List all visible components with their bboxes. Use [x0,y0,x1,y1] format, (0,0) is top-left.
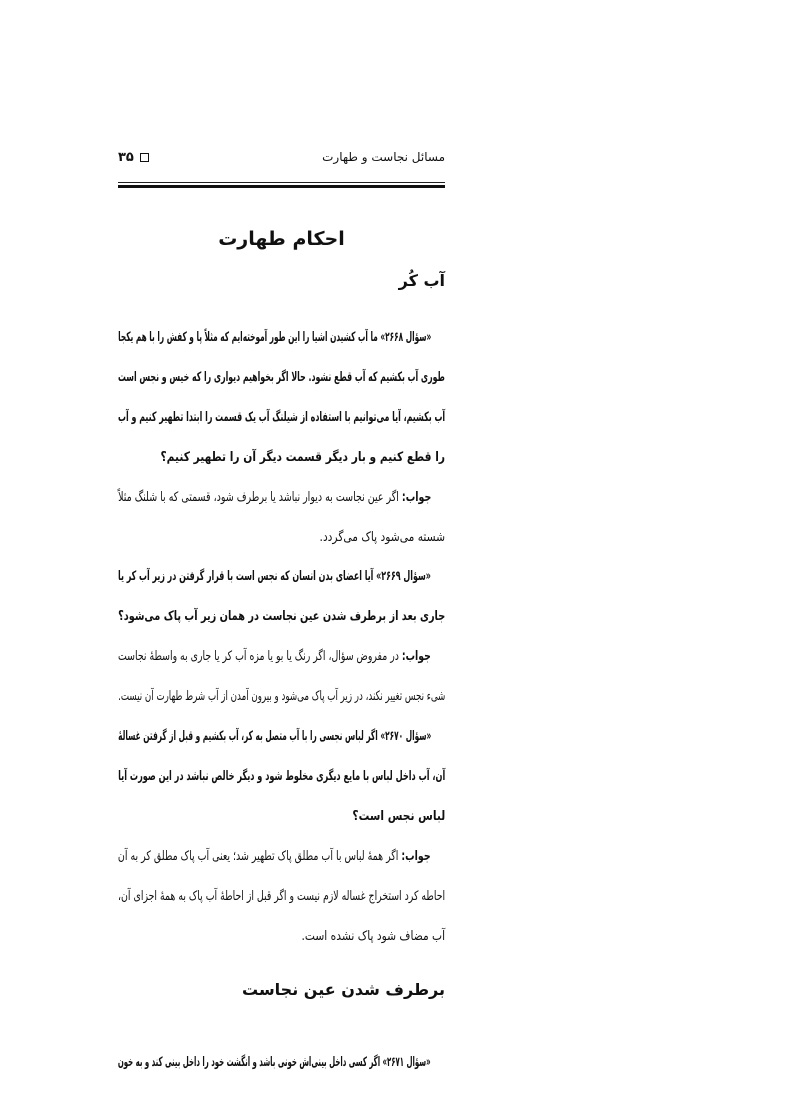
square-ornament-icon [140,153,149,162]
answer-label: جواب: [401,490,431,505]
question-line: «سؤال ۲۶۶۸» ما آب کشیدن اشیا را این طور آموخته‌ایم که مثلاً پا و کفش را با هم یکجا [117,330,431,345]
section-title-removal: برطرف شدن عین نجاست [242,980,445,999]
running-header [118,150,445,170]
question-line: طوری آب بکشیم که آب قطع نشود. حالا اگر بخواهیم دیواری را که خیس و نجس است [118,370,445,385]
question-line: جاری بعد از برطرف شدن عین نجاست در همان زیر آب پاک می‌شود؟ [117,609,445,624]
answer-line: جواب: در مفروض سؤال، اگر رنگ یا بو یا مزه آب کر یا جاری به واسطهٔ نجاست [118,649,431,664]
question-line: «سؤال ۲۶۶۹» آیا اعضای بدن انسان که نجس است با قرار گرفتن در زیر آب کر یا [118,569,431,584]
answer-label: جواب: [401,849,431,864]
answer-line: شیء نجس تغییر نکند، در زیر آب پاک می‌شود و بیرون آمدن از آب شرط طهارت آن نیست. [117,689,445,704]
answer-line: آب مضاف شود پاک نشده است. [301,929,445,944]
section-title-ab-kor: آب کُر [398,271,445,290]
question-line: را قطع کنیم و بار دیگر قسمت دیگر آن را تطهیر کنیم؟ [160,450,445,465]
question-line: لباس نجس است؟ [352,809,445,824]
header-rule-thin [118,182,445,183]
question-line: «سؤال ۲۶۷۰» اگر لباس نجسی را با آب متصل به کر، آب بکشیم و قبل از گرفتن غسالهٔ [117,729,431,744]
chapter-title: احکام طهارت [218,228,345,250]
question-line: «سؤال ۲۶۷۱» اگر کسی داخل بینی‌اش خونی باشد و انگشت خود را داخل بینی کند و به خون [118,1055,431,1070]
answer-line: شسته می‌شود پاک می‌گردد. [319,530,445,545]
question-line: آب بکشیم، آیا می‌توانیم با استفاده از شیلنگ آب یک قسمت را ابتدا تطهیر کنیم و آب [117,410,445,425]
page-number: ۳۵ [118,150,134,165]
answer-line: احاطه کرد استخراج غساله لازم نیست و اگر قبل از احاطهٔ آب پاک به همهٔ اجزای آن، [117,889,445,904]
answer-line: جواب: اگر همهٔ لباس با آب مطلق پاک تطهیر شد؛ یعنی آب پاک مطلق کر به آن [118,849,431,864]
question-line: آن، آب داخل لباس با مایع دیگری مخلوط شود و دیگر خالص نباشد در این صورت آیا [117,769,445,784]
page-number-block [118,150,149,165]
answer-label: جواب: [402,649,431,664]
header-rule-thick [118,185,445,188]
running-title: مسائل نجاست و طهارت [322,150,445,164]
answer-line: جواب: اگر عین نجاست به دیوار نباشد یا برطرف شود، قسمتی که با شلنگ مثلاً [117,490,431,505]
